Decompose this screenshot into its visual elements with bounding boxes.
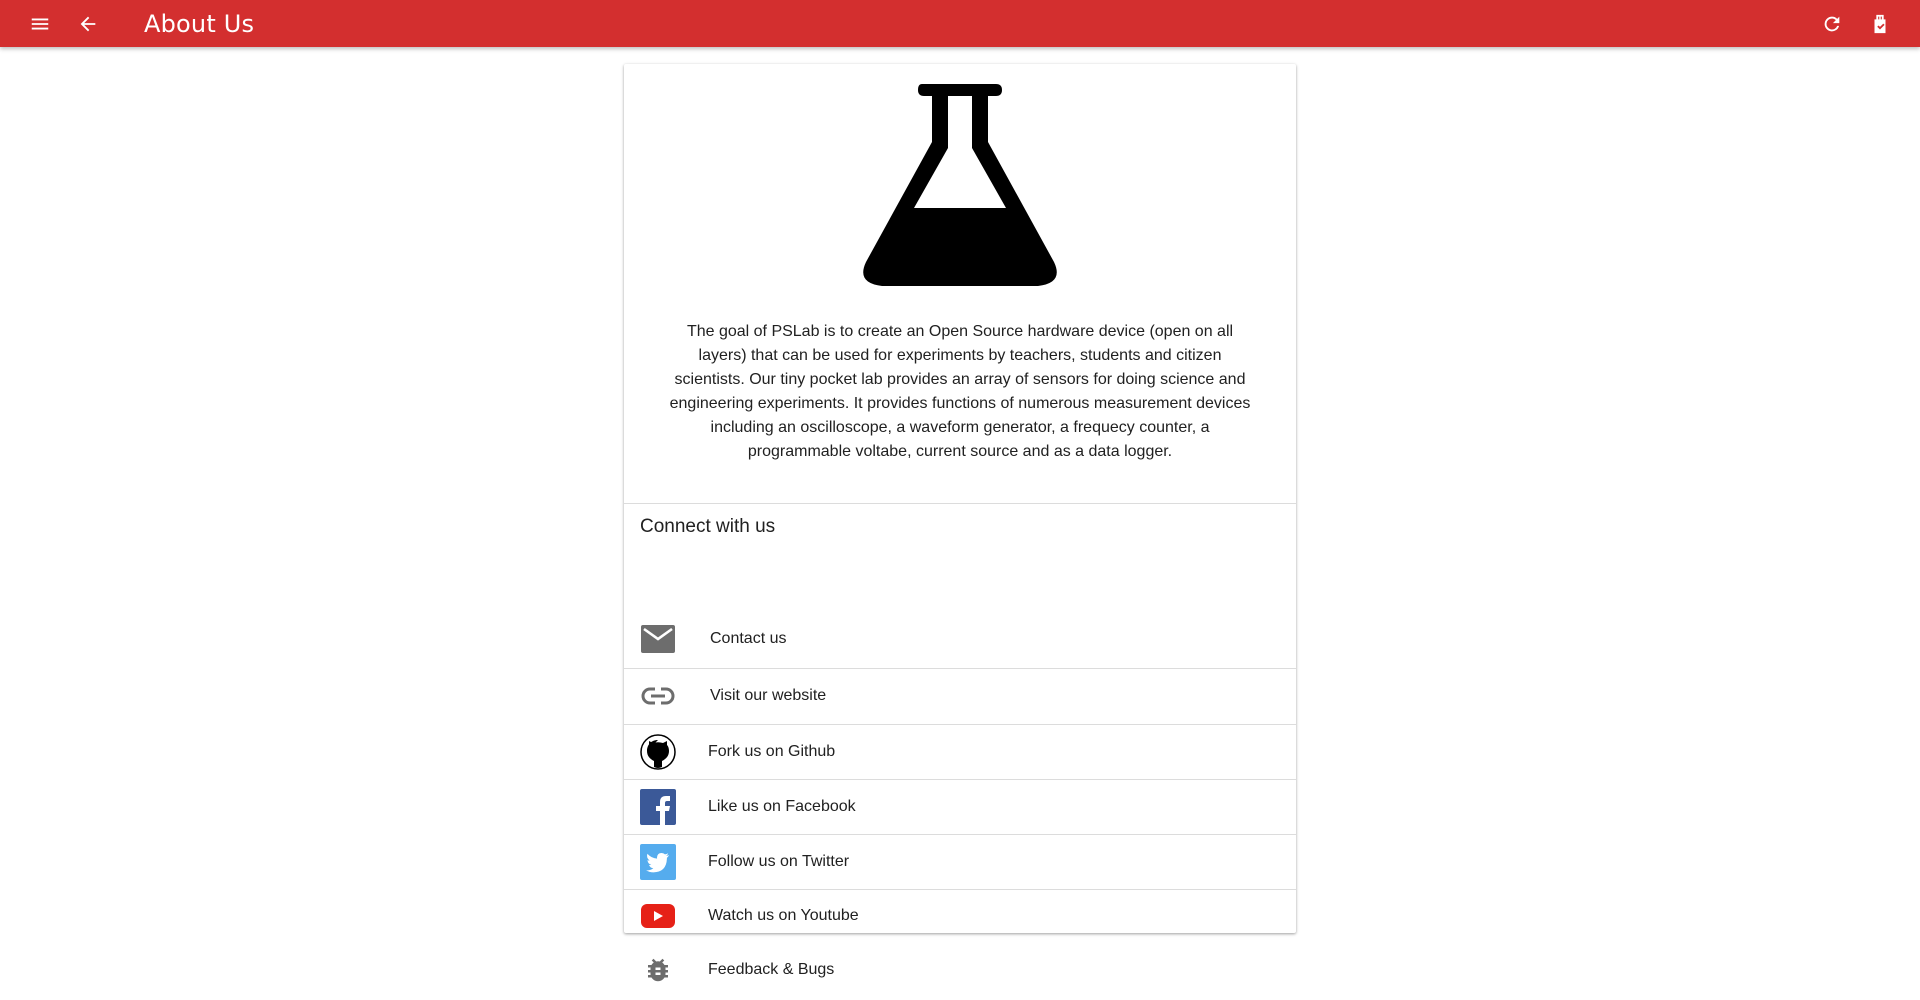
divider xyxy=(624,779,1296,780)
twitter-link[interactable] xyxy=(624,840,1296,884)
link-label: Feedback & Bugs xyxy=(708,961,835,978)
github-link[interactable] xyxy=(624,730,1296,774)
link-label: Visit our website xyxy=(710,687,827,704)
flask-icon xyxy=(860,78,1060,292)
divider xyxy=(624,724,1296,725)
connect-section-title: Connect with us xyxy=(640,516,776,537)
link-label: Watch us on Youtube xyxy=(708,907,859,924)
link-icon xyxy=(640,678,676,714)
usb-status-button[interactable] xyxy=(1856,0,1904,47)
youtube-link[interactable] xyxy=(624,894,1296,938)
visit-website-link[interactable] xyxy=(624,674,1296,718)
refresh-icon xyxy=(1821,13,1843,35)
facebook-link[interactable] xyxy=(624,785,1296,829)
email-icon xyxy=(640,621,676,657)
contact-us-link[interactable] xyxy=(624,617,1296,661)
about-card xyxy=(624,64,1296,978)
link-label: Fork us on Github xyxy=(708,743,836,760)
back-button[interactable] xyxy=(64,0,112,47)
logo-container xyxy=(624,78,1296,292)
link-label: Contact us xyxy=(710,630,787,647)
about-description: The goal of PSLab is to create an Open Source hardware device (open on all layers) that can be used for experiments by teachers, students and citizen scientists. Our tiny pocket lab provides an array of sensors for doing science and engineering experiments. It provides functions of numerous measurement devices including an oscilloscope, a waveform generator, a frequecy counter, a programmable voltabe, current source and as a data logger. xyxy=(669,323,1251,460)
github-icon xyxy=(640,734,676,770)
youtube-icon xyxy=(640,898,676,934)
usb-connected-icon xyxy=(1869,13,1891,35)
link-label: Like us on Facebook xyxy=(708,798,856,815)
divider xyxy=(624,889,1296,890)
divider xyxy=(624,834,1296,835)
menu-button[interactable] xyxy=(16,0,64,47)
feedback-bugs-link[interactable] xyxy=(624,948,1296,992)
link-label: Follow us on Twitter xyxy=(708,853,850,870)
page-title: About Us xyxy=(144,9,255,38)
divider xyxy=(624,668,1296,669)
arrow-back-icon xyxy=(77,13,99,35)
menu-icon xyxy=(29,13,51,35)
bug-icon xyxy=(640,952,676,988)
app-bar xyxy=(0,0,1920,47)
divider xyxy=(624,503,1296,504)
facebook-icon xyxy=(640,789,676,825)
refresh-button[interactable] xyxy=(1808,0,1856,47)
twitter-icon xyxy=(640,844,676,880)
